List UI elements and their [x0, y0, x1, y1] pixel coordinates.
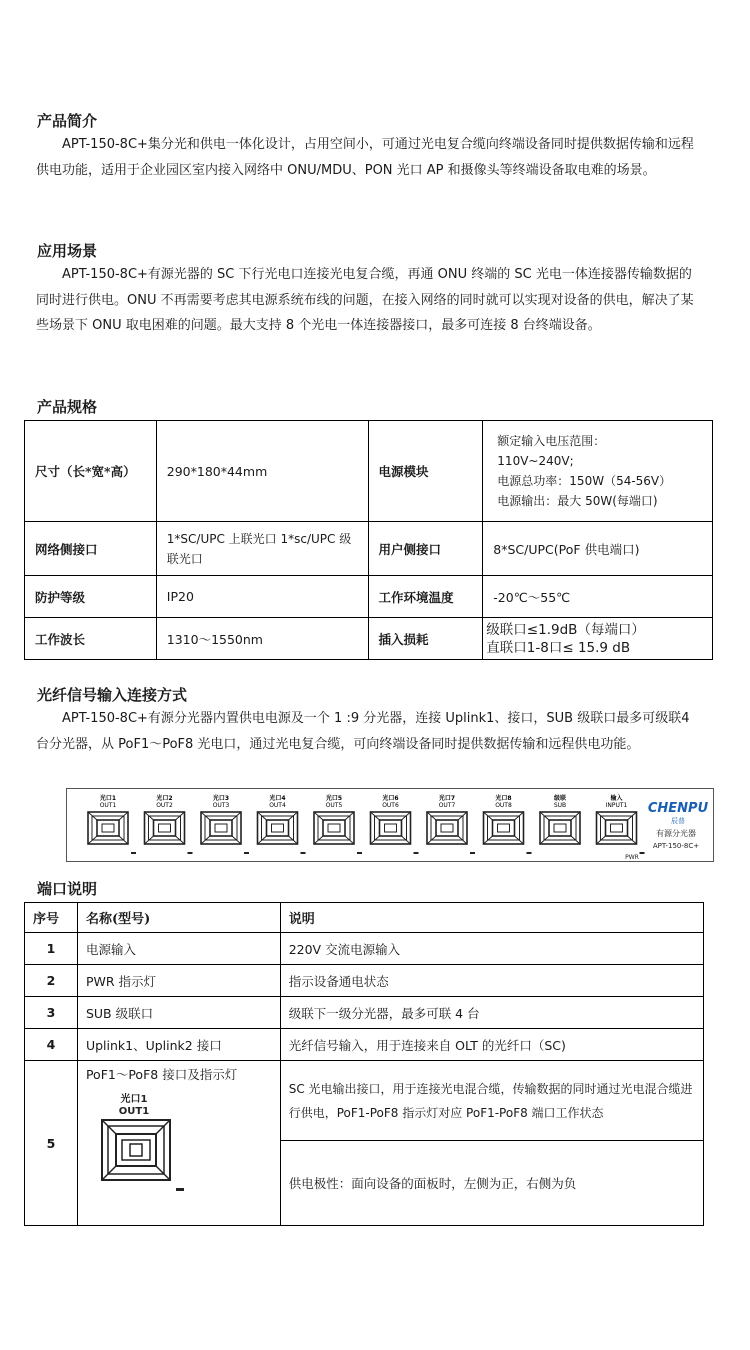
port-bottom-label: OUT5	[325, 802, 343, 809]
scenario-title: 应用场景	[37, 242, 98, 260]
row-name: SUB 级联口	[77, 997, 280, 1029]
protect-value: IP20	[156, 576, 368, 618]
port-led-icon	[188, 852, 193, 854]
table-row	[25, 997, 704, 1029]
intro-title: 产品简介	[37, 112, 98, 130]
power-line-2: 110V~240V;	[497, 454, 574, 468]
row-name: Uplink1、Uplink2 接口	[77, 1029, 280, 1061]
power-label: 电源模块	[368, 421, 483, 522]
port-top-label: 光口8	[495, 795, 512, 802]
env-value: -20℃～55℃	[483, 576, 713, 618]
row-desc: SC 光电输出接口，用于连接光电混合缆，传输数据的同时通过光电混合缆进行供电，PoF1-PoF8 指示灯对应 PoF1-PoF8 端口工作状态	[280, 1061, 703, 1141]
pwr-label: PWR	[625, 854, 639, 861]
port-top-label: 光口4	[269, 795, 286, 802]
port-led-icon	[301, 852, 306, 854]
port-led-icon	[527, 852, 532, 854]
row-no: 5	[25, 1061, 78, 1226]
user-value: 8*SC/UPC(PoF 供电端口)	[483, 522, 713, 576]
front-panel-diagram	[66, 788, 714, 862]
row-no: 2	[25, 965, 78, 997]
row-desc: 级联下一级分光器，最多可联 4 台	[280, 997, 703, 1029]
port-bottom-label: OUT7	[438, 802, 456, 809]
port-bottom-label: OUT4	[269, 802, 286, 809]
port-top-label: 级联	[553, 795, 567, 802]
port-top-label: 光口2	[156, 795, 173, 802]
intro-text: APT-150-8C+集分光和供电一体化设计，占用空间小，可通过光电复合缆向终端设备同时提供数据传输和远程供电功能，适用于企业园区室内接入网络中 ONU/MDU、PON 光口 AP 和摄像头等终端设备取电难的场景。	[36, 137, 694, 178]
loss-line-1: 级联口≤1.9dB（每端口）	[486, 621, 645, 638]
scenario-text: APT-150-8C+有源光器的 SC 下行光电口连接光电复合缆，再通 ONU 终端的 SC 光电一体连接器传输数据的同时进行供电。ONU 不再需要考虑其电源系统布线的问题，在接入网络的同时就可以实现对设备的供电，解决了某些场景下 ONU 取电困难的问题。最大支持 8 个光电一体连接器接口，最多可连接 8 台终端设备。	[36, 267, 694, 333]
loss-value	[483, 618, 713, 660]
row-name-text: PoF1～PoF8 接口及指示灯	[85, 1067, 238, 1082]
power-value	[483, 421, 713, 522]
size-label: 尺寸（长*宽*高）	[25, 421, 157, 522]
row-desc-polarity: 供电极性：面向设备的面板时，左侧为正，右侧为负	[280, 1141, 703, 1226]
spec-table	[24, 420, 713, 660]
port-bottom-label: OUT1	[99, 802, 117, 809]
loss-label: 插入损耗	[368, 618, 483, 660]
header-no: 序号	[25, 903, 78, 933]
env-label: 工作环境温度	[368, 576, 483, 618]
port-led-icon	[244, 852, 249, 854]
spec-title: 产品规格	[37, 398, 98, 416]
power-line-4: 电源输出：最大 50W(每端口)	[497, 494, 658, 508]
row-desc: 光纤信号输入，用于连接来自 OLT 的光纤口（SC)	[280, 1029, 703, 1061]
power-line-3: 电源总功率：150W（54-56V）	[497, 474, 672, 488]
port-led-icon	[414, 852, 419, 854]
detail-top-label: 光口1	[120, 1094, 148, 1105]
row-desc: 指示设备通电状态	[280, 965, 703, 997]
port-bottom-label: OUT2	[156, 802, 173, 809]
port-top-label: 光口1	[99, 795, 117, 802]
port-bottom-label: SUB	[553, 802, 567, 809]
fiber-text: APT-150-8C+有源分光器内置供电电源及一个 1 :9 分光器，连接 Uplink1、接口，SUB 级联口最多可级联4 台分光器，从 PoF1～PoF8 光电口，通过光电复合缆，可向终端设备同时提供数据传输和远程供电功能。	[36, 711, 690, 752]
port-top-label: 光口6	[382, 795, 399, 802]
sc-port-icon	[102, 1120, 184, 1191]
port-led-icon	[470, 852, 475, 854]
user-label: 用户侧接口	[368, 522, 483, 576]
port-bottom-label: OUT8	[495, 802, 512, 809]
table-row	[25, 933, 704, 965]
fiber-title: 光纤信号输入连接方式	[37, 686, 188, 704]
net-label: 网络侧接口	[25, 522, 157, 576]
row-no: 4	[25, 1029, 78, 1061]
header-desc: 说明	[280, 903, 703, 933]
wave-value: 1310～1550nm	[156, 618, 368, 660]
brand-logo: CHENPU	[647, 801, 709, 816]
product-cn: 有源分光器	[656, 829, 696, 838]
table-row	[25, 1029, 704, 1061]
net-value: 1*SC/UPC 上联光口 1*sc/UPC 级联光口	[156, 522, 368, 576]
port-top-label: 光口5	[325, 795, 343, 802]
port-led-icon	[357, 852, 362, 854]
wave-label: 工作波长	[25, 618, 157, 660]
row-no: 1	[25, 933, 78, 965]
port-bottom-label: OUT3	[212, 802, 230, 809]
row-name: PWR 指示灯	[77, 965, 280, 997]
product-model: APT-150-8C+	[652, 842, 700, 850]
size-value: 290*180*44mm	[156, 421, 368, 522]
row-no: 3	[25, 997, 78, 1029]
port-led-icon	[640, 852, 645, 854]
loss-line-2: 直联口1-8口≤ 15.9 dB	[486, 639, 631, 656]
port-led-icon	[131, 852, 136, 854]
row-name: 电源输入	[77, 933, 280, 965]
row-desc: 220V 交流电源输入	[280, 933, 703, 965]
brand-cn: 辰普	[671, 817, 685, 825]
port-top-label: 光口3	[212, 795, 230, 802]
protect-label: 防护等级	[25, 576, 157, 618]
port-top-label: 光口7	[438, 795, 456, 802]
power-line-1: 额定输入电压范围：	[497, 434, 606, 448]
detail-bottom-label: OUT1	[118, 1106, 150, 1117]
port-bottom-label: INPUT1	[605, 802, 628, 809]
header-name: 名称(型号)	[77, 903, 280, 933]
port-detail-diagram	[98, 1090, 198, 1196]
table-row	[25, 965, 704, 997]
port-bottom-label: OUT6	[382, 802, 399, 809]
port-top-label: 输入	[610, 795, 623, 802]
ports-title: 端口说明	[37, 880, 98, 898]
